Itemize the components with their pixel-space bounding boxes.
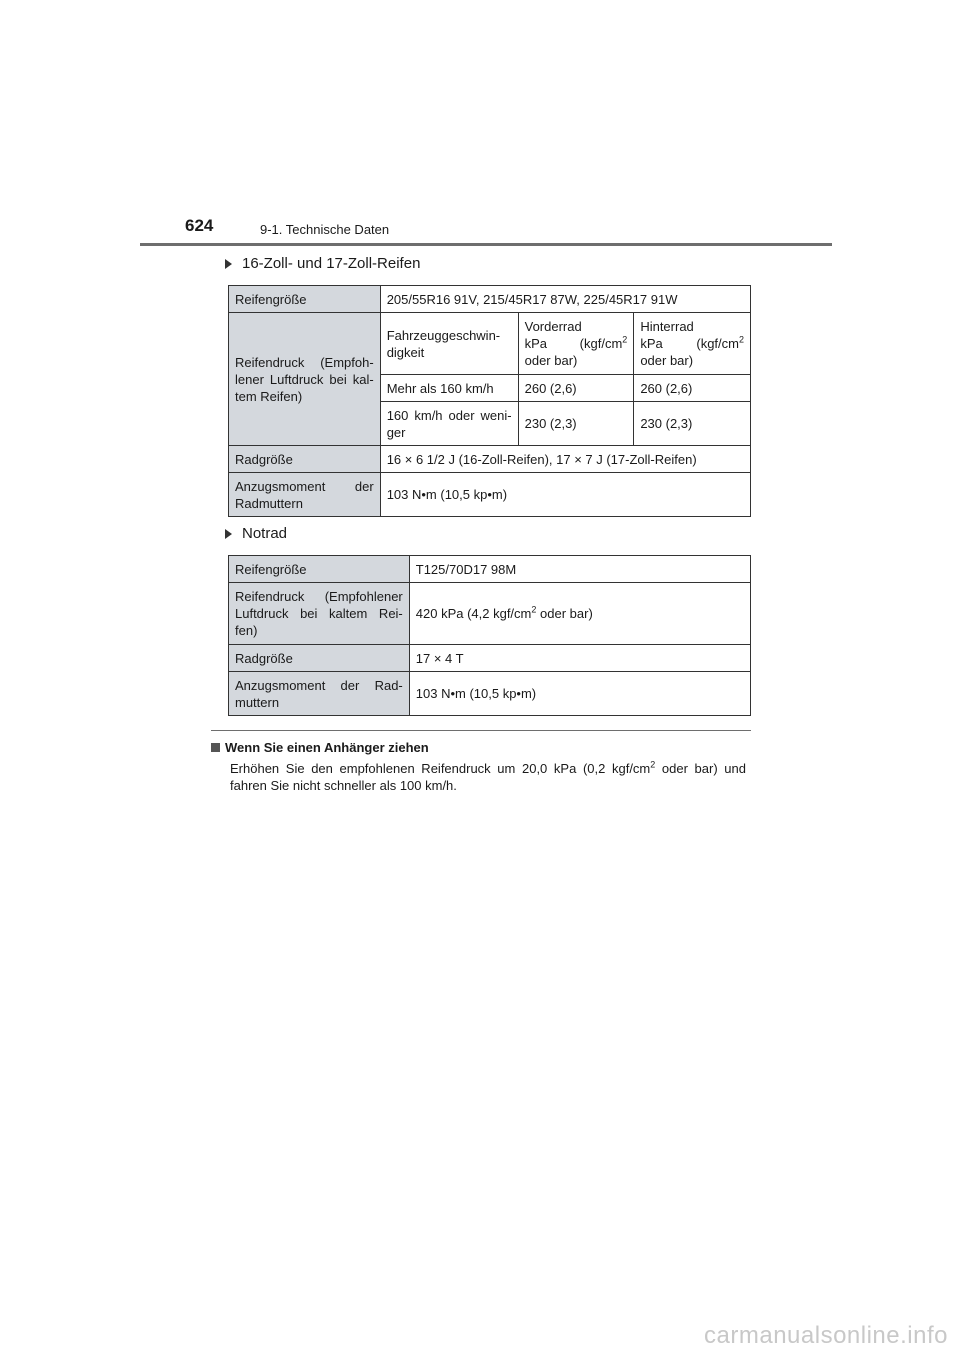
tire-pressure-label (229, 313, 381, 446)
superscript: 2 (622, 334, 628, 345)
superscript: 2 (531, 604, 537, 615)
tire-size-value: T125/70D17 98M (409, 556, 750, 583)
wheel-size-value: 17 × 4 T (409, 645, 750, 672)
label-line: fen) (235, 623, 258, 638)
table-row (229, 313, 751, 375)
torque-label (229, 473, 381, 517)
note-text-part1: Erhöhen Sie den empfohlenen Reifendruck um 20,0 kPa (0,2 kgf/cm (230, 761, 651, 776)
header-line: Vorderrad (524, 319, 582, 334)
table-row (229, 286, 751, 313)
front-pressure-cell: 260 (2,6) (518, 375, 634, 402)
cell-line: ger (386, 424, 406, 440)
subheading-16-17-inch (225, 255, 420, 272)
label-line: lener Luftdruck bei kal- (235, 371, 374, 387)
header-unit: ($kgf/cm^2$ (696, 334, 744, 351)
label-line: Luftdruck bei kaltem Rei- (235, 606, 403, 621)
label-line: Radmuttern (235, 495, 303, 511)
header-divider (140, 243, 832, 246)
subheading-text: Notrad (242, 525, 288, 542)
table-row (229, 473, 751, 517)
note-heading (211, 740, 429, 755)
wheel-size-value: 16 × 6 1/2 J (16-Zoll-Reifen), 17 × 7 J (17-Zoll-Reifen) (380, 446, 750, 473)
header-line: oder bar) (524, 353, 578, 368)
square-bullet-icon (211, 743, 220, 752)
tire-pressure-label (229, 583, 410, 645)
header-line (640, 335, 744, 352)
pressure-text: 420 kPa (4,2 kgf/cm (415, 606, 532, 621)
note-text-part2: oder bar) und fahren Sie nicht schneller als 100 km/h. (230, 761, 746, 793)
table-row (229, 583, 751, 645)
tire-pressure-value (409, 583, 750, 645)
table-row (229, 556, 751, 583)
speed-cell (380, 402, 518, 446)
watermark-logo: carmanualsonline.info (704, 1322, 948, 1349)
note-body (230, 760, 746, 794)
header-line: digkeit (386, 344, 425, 360)
note-divider (211, 730, 751, 731)
header-line (525, 335, 628, 352)
header-word-kpa: kPa (640, 336, 663, 351)
tire-size-label: Reifengröße (229, 286, 381, 313)
tire-spec-table (228, 285, 751, 517)
rear-pressure-cell: 230 (2,3) (634, 402, 751, 446)
table-row (229, 645, 751, 672)
header-line: Fahrzeuggeschwin- (386, 327, 501, 343)
header-line: Hinterrad (640, 319, 694, 334)
label-line: Anzugsmoment der (235, 478, 374, 494)
cell-line: 160 km/h oder weni- (386, 407, 512, 423)
subheading-text: 16-Zoll- und 17-Zoll-Reifen (242, 255, 421, 272)
rear-wheel-header (634, 313, 751, 375)
label-line: Anzugsmoment der Rad- (235, 677, 403, 693)
triangle-bullet-icon (225, 529, 232, 539)
wheel-size-label: Radgröße (229, 446, 381, 473)
tire-size-value: 205/55R16 91V, 215/45R17 87W, 225/45R17 91W (380, 286, 750, 313)
table-row (229, 672, 751, 716)
speed-header (380, 313, 518, 375)
header-unit: ($kgf/cm^2$ (579, 334, 628, 351)
spare-tire-table (228, 555, 751, 716)
header-line: oder bar) (640, 353, 694, 368)
superscript: 2 (650, 759, 656, 770)
front-wheel-header (518, 313, 634, 375)
label-line: Reifendruck (Empfohlener (235, 589, 403, 604)
label-line: muttern (235, 694, 280, 710)
torque-value: 103 N•m (10,5 kp•m) (380, 473, 750, 517)
speed-cell: Mehr als 160 km/h (380, 375, 518, 402)
torque-label (229, 672, 410, 716)
wheel-size-label: Radgröße (229, 645, 410, 672)
rear-pressure-cell: 260 (2,6) (634, 375, 751, 402)
note-heading-text: Wenn Sie einen Anhänger ziehen (225, 740, 429, 755)
header-word-kpa: kPa (524, 336, 548, 351)
front-pressure-cell: 230 (2,3) (518, 402, 634, 446)
table-row (229, 446, 751, 473)
pressure-unit-text: oder bar) (536, 606, 593, 621)
tire-size-label: Reifengröße (229, 556, 410, 583)
superscript: 2 (738, 334, 744, 345)
label-line: Reifendruck (Empfoh- (235, 354, 374, 370)
section-title: 9-1. Technische Daten (260, 222, 390, 237)
page-number: 624 (185, 216, 214, 235)
triangle-bullet-icon (225, 259, 232, 269)
torque-value: 103 N•m (10,5 kp•m) (409, 672, 750, 716)
subheading-spare-tire (225, 525, 287, 542)
label-line: tem Reifen) (235, 388, 303, 404)
